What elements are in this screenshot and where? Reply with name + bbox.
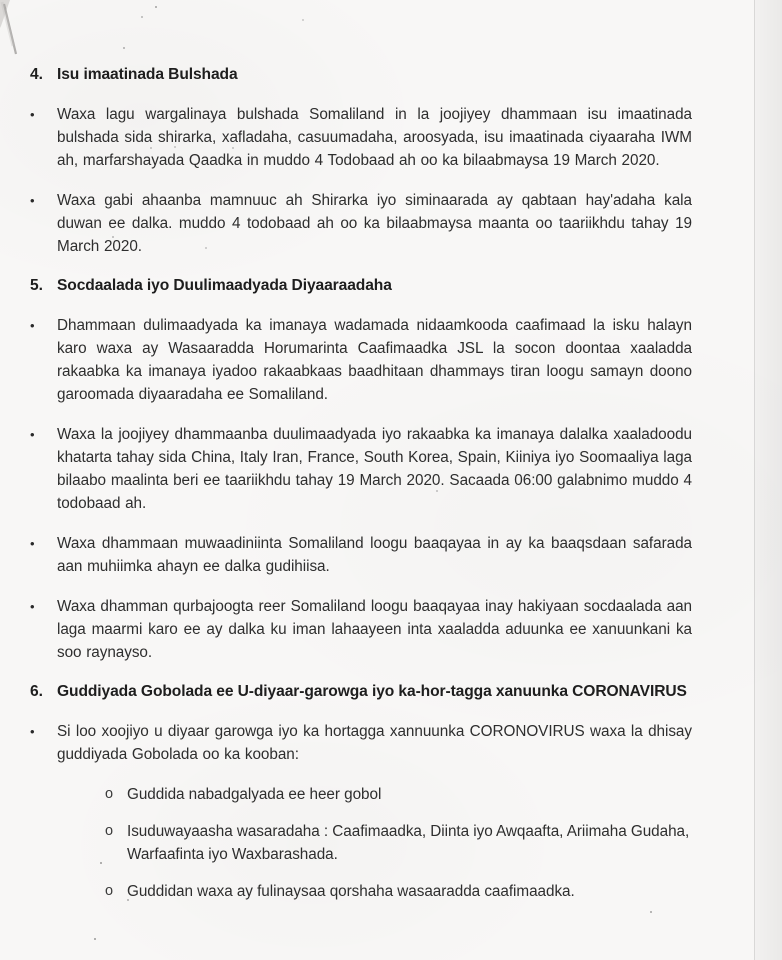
circle-bullet-icon: o	[105, 823, 114, 839]
bullet-text: Si loo xoojiyo u diyaar garowga iyo ka hortagga xannuunka CORONOVIRUS waxa la dhisay guddiyada Gobolada oo ka kooban:	[57, 723, 692, 763]
bullet-text: Waxa gabi ahaanba mamnuuc ah Shirarka iyo siminaarada ay qabtaan hay'adaha kala duwan ee dalka. muddo 4 todobaad ah oo ka bilaabmaysa maanta oo taariikhdu tahay 19 March 2020.	[57, 192, 692, 255]
bullet-text: Waxa la joojiyey dhammaanba duulimaadyada iyo rakaabka ka imanaya dalalka xaaladoodu khatarta tahay sida China, Italy Iran, France, South Korea, Spain, Kiiniya iyo Soomaaliya laga bilaabo maalinta beri ee taariikhdu tahay 19 March 2020. Sacaada 06:00 galabnimo muddo 4 todobaad ah.	[57, 426, 692, 512]
page-right-edge-shadow	[754, 0, 782, 960]
section-number: 4.	[30, 66, 43, 83]
section-heading-6	[30, 681, 692, 703]
bullet-icon: •	[30, 107, 35, 122]
bullet-text: Waxa lagu wargalinaya bulshada Somaliland in la joojiyey dhammaan isu imaatinada bulshada sida shirarka, xafladaha, casuumadaha, aroosyada, isu imaatinada ciyaaraha IWM ah, marfarshayada Qaadka in muddo 4 Todobaad ah oo ka bilaabmaysa 19 March 2020.	[57, 106, 692, 169]
bullet-item	[30, 314, 692, 406]
section-title: Socdaalada iyo Duulimaadyada Diyaaraadaha	[57, 277, 392, 294]
section-number: 5.	[30, 277, 43, 294]
bullet-icon: •	[30, 427, 35, 442]
bullet-item	[30, 423, 692, 515]
bullet-item	[30, 189, 692, 258]
sub-bullet-item	[30, 783, 692, 806]
bullet-item	[30, 103, 692, 172]
bullet-icon: •	[30, 536, 35, 551]
section-heading-5	[30, 275, 692, 297]
circle-bullet-icon: o	[105, 786, 114, 802]
bullet-item	[30, 720, 692, 766]
sub-bullet-text: Guddida nabadgalyada ee heer gobol	[127, 786, 382, 803]
sub-bullet-item	[30, 880, 692, 903]
document-content	[30, 64, 692, 917]
page-corner-fold-mark	[0, 0, 34, 64]
bullet-icon: •	[30, 318, 35, 333]
sub-bullet-item	[30, 820, 692, 866]
section-heading-4	[30, 64, 692, 86]
sub-bullet-text: Guddidan waxa ay fulinaysaa qorshaha wasaaradda caafimaadka.	[127, 883, 575, 900]
bullet-icon: •	[30, 599, 35, 614]
bullet-icon: •	[30, 193, 35, 208]
bullet-text: Waxa dhamman qurbajoogta reer Somaliland loogu baaqayaa inay hakiyaan socdaalada aan laga maarmi karo ee ay dalka ku iman lahaayeen inta xaaladda aduunka ee xanuunkani ka soo raynayso.	[57, 598, 692, 661]
bullet-item	[30, 532, 692, 578]
bullet-icon: •	[30, 724, 35, 739]
bullet-item	[30, 595, 692, 664]
section-number: 6.	[30, 683, 43, 700]
scan-speckles	[0, 0, 2, 2]
section-title: Isu imaatinada Bulshada	[57, 66, 238, 83]
sub-bullet-text: Isuduwayaasha wasaradaha : Caafimaadka, Diinta iyo Awqaafta, Ariimaha Gudaha, Warfaafinta iyo Waxbarashada.	[127, 823, 690, 863]
bullet-text: Dhammaan dulimaadyada ka imanaya wadamada nidaamkooda caafimaad la isku halayn karo waxa ay Wasaaradda Horumarinta Caafimaadka JSL la socon doontaa xaaladda rakaabka ka imanaya iyadoo rakaabkaas baadhitaan dhammays tiran loogu samayn doono garoomada diyaaradaha ee Somaliland.	[57, 317, 692, 403]
circle-bullet-icon: o	[105, 883, 114, 899]
section-title: Guddiyada Gobolada ee U-diyaar-garowga iyo ka-hor-tagga xanuunka CORONAVIRUS	[57, 683, 687, 700]
bullet-text: Waxa dhammaan muwaadiniinta Somaliland loogu baaqayaa in ay ka baaqsdaan safarada aan muhiimka ahayn ee dalka gudihiisa.	[57, 535, 692, 575]
